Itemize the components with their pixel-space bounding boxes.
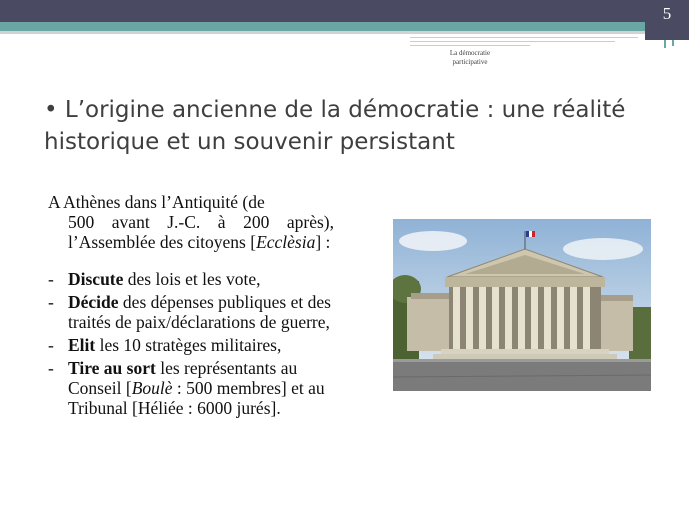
list-item xyxy=(48,292,334,332)
header-stripe xyxy=(410,45,530,46)
list-item-text: les représentants au Conseil [ xyxy=(68,358,298,398)
powers-list xyxy=(48,269,334,418)
header-label xyxy=(420,49,520,67)
list-item-verb: Elit xyxy=(68,335,96,355)
list-item-text: les 10 stratèges militaires, xyxy=(95,335,282,355)
intro-paragraph xyxy=(48,192,334,252)
list-item-verb: Décide xyxy=(68,292,119,312)
header-grey-band xyxy=(0,31,645,34)
list-item xyxy=(48,358,334,418)
list-bullet: - xyxy=(48,269,54,289)
header-stripe xyxy=(410,37,638,38)
list-item-verb: Discute xyxy=(68,269,124,289)
list-bullet: - xyxy=(48,335,54,355)
slide-number: 5 xyxy=(662,4,672,23)
list-item-text: : 500 membres] et au Tribunal [Héliée : 6000 jurés]. xyxy=(68,378,325,418)
intro-text: 500 avant J.-C. à 200 après), l’Assemblée des citoyens [ xyxy=(68,212,334,252)
list-item-italic-term: Boulè xyxy=(131,378,173,398)
slide-body xyxy=(48,192,334,421)
intro-italic-term: Ecclèsia xyxy=(256,232,316,252)
list-item-text: des dépenses publiques et des traités de paix/déclarations de guerre, xyxy=(68,292,331,332)
header-teal-band xyxy=(0,22,645,31)
slide-title: • L’origine ancienne de la démocratie : une réalité historique et un souvenir persistant xyxy=(44,97,626,155)
intro-continuation xyxy=(48,212,334,252)
header-stripe xyxy=(672,40,674,46)
list-bullet: - xyxy=(48,358,54,378)
list-item-verb: Tire au sort xyxy=(68,358,156,378)
list-item-text: des lois et les vote, xyxy=(123,269,261,289)
header-label-line: participative xyxy=(452,58,488,66)
intro-text: ] : xyxy=(315,232,331,252)
header-label-line: La démocratie xyxy=(449,49,491,57)
header-stripe xyxy=(664,40,666,48)
top-bar xyxy=(0,0,689,22)
intro-line: A Athènes dans l’Antiquité (de xyxy=(48,192,265,212)
list-bullet: - xyxy=(48,292,54,312)
list-item xyxy=(48,269,334,289)
assembly-building-photo xyxy=(393,219,651,391)
list-item xyxy=(48,335,334,355)
header-stripe xyxy=(410,41,615,42)
